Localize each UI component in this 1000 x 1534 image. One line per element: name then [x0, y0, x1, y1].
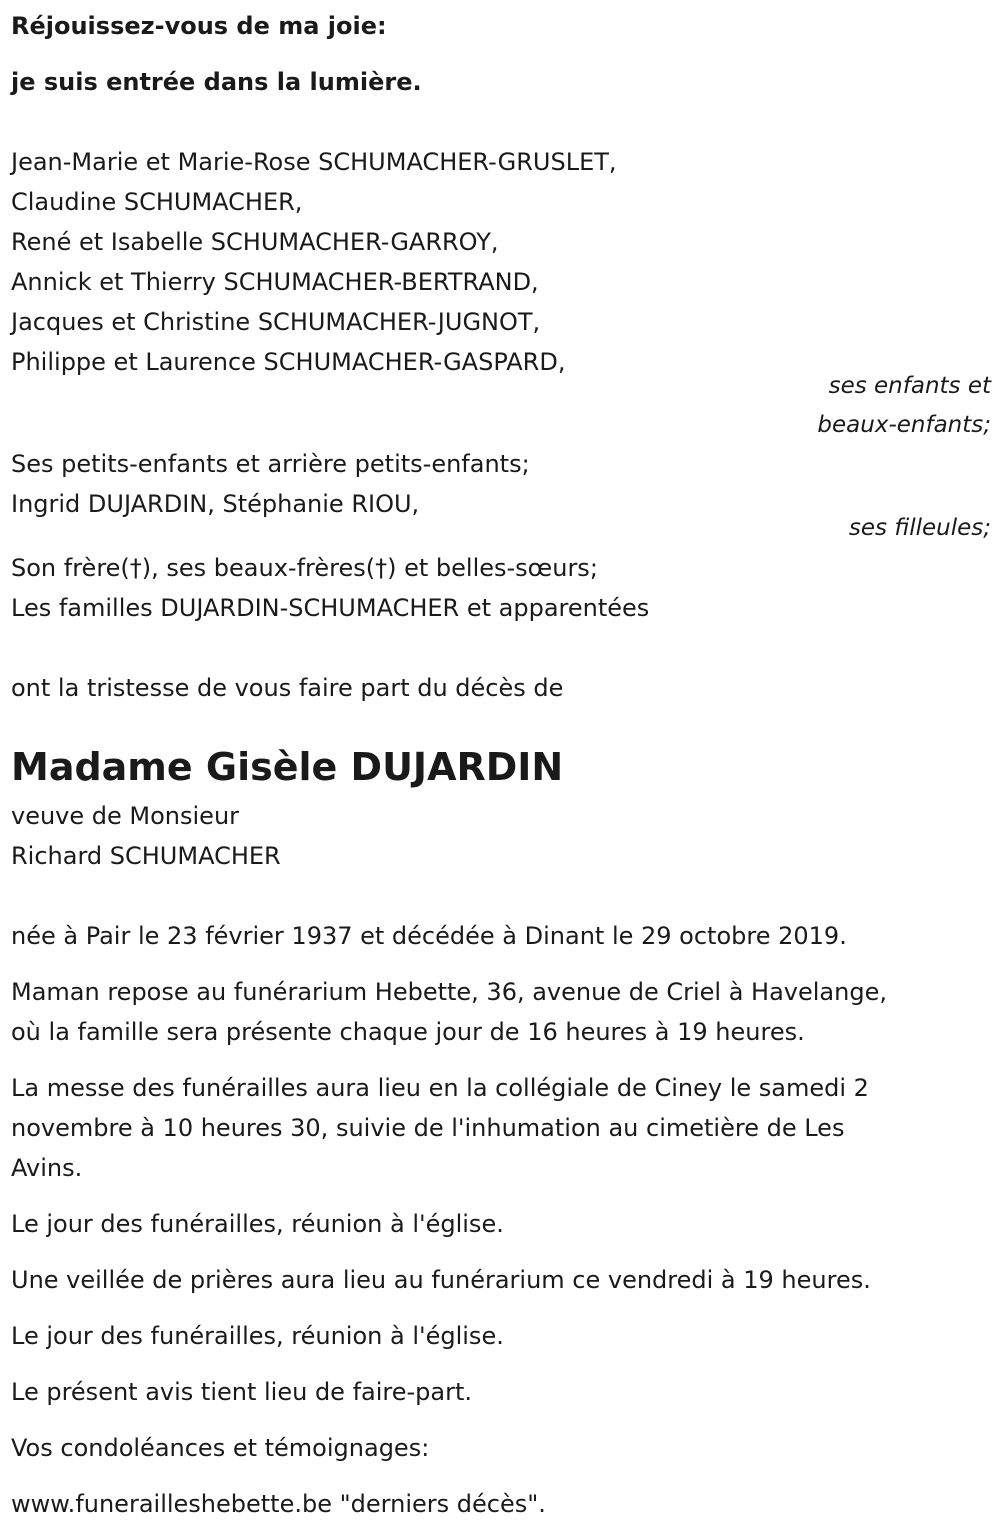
widow-line-1: veuve de Monsieur: [11, 802, 240, 830]
child-family-4: Annick et Thierry SCHUMACHER-BERTRAND,: [11, 268, 539, 296]
mass-line-2: novembre à 10 heures 30, suivie de l'inhumation au cimetière de Les: [11, 1114, 845, 1142]
siblings-line: Son frère(†), ses beaux-frères(†) et belles-sœurs;: [11, 554, 598, 582]
condolences-line: Vos condoléances et témoignages:: [11, 1434, 430, 1462]
goddaughters-line: Ingrid DUJARDIN, Stéphanie RIOU,: [11, 490, 420, 518]
birth-death-line: née à Pair le 23 février 1937 et décédée à Dinant le 29 octobre 2019.: [11, 922, 847, 950]
rest-line-2: où la famille sera présente chaque jour de 16 heures à 19 heures.: [11, 1018, 805, 1046]
meeting-line-2: Le jour des funérailles, réunion à l'église.: [11, 1322, 504, 1350]
intro-line-1: Réjouissez-vous de ma joie:: [11, 12, 387, 40]
vigil-line: Une veillée de prières aura lieu au funérarium ce vendredi à 19 heures.: [11, 1266, 871, 1294]
deceased-name: Madame Gisèle DUJARDIN: [11, 745, 564, 789]
child-family-3: René et Isabelle SCHUMACHER-GARROY,: [11, 228, 499, 256]
child-family-6: Philippe et Laurence SCHUMACHER-GASPARD,: [11, 348, 566, 376]
grandchildren-line: Ses petits-enfants et arrière petits-enfants;: [11, 450, 530, 478]
goddaughters-role: ses filleules;: [848, 515, 991, 541]
children-role-line-1: ses enfants et: [828, 373, 991, 399]
rest-line-1: Maman repose au funérarium Hebette, 36, avenue de Criel à Havelange,: [11, 978, 887, 1006]
mass-line-1: La messe des funérailles aura lieu en la collégiale de Ciney le samedi 2: [11, 1074, 869, 1102]
child-family-5: Jacques et Christine SCHUMACHER-JUGNOT,: [11, 308, 541, 336]
website-line: www.funerailleshebette.be "derniers décès".: [11, 1490, 546, 1518]
intro-line-2: je suis entrée dans la lumière.: [11, 68, 422, 96]
children-role-line-2: beaux-enfants;: [817, 412, 991, 438]
announcement-line: ont la tristesse de vous faire part du décès de: [11, 674, 564, 702]
notice-line: Le présent avis tient lieu de faire-part.: [11, 1378, 473, 1406]
child-family-1: Jean-Marie et Marie-Rose SCHUMACHER-GRUSLET,: [11, 148, 617, 176]
widow-line-2: Richard SCHUMACHER: [11, 842, 281, 870]
families-line: Les familles DUJARDIN-SCHUMACHER et apparentées: [11, 594, 650, 622]
child-family-2: Claudine SCHUMACHER,: [11, 188, 303, 216]
mass-line-3: Avins.: [11, 1154, 83, 1182]
meeting-line-1: Le jour des funérailles, réunion à l'église.: [11, 1210, 504, 1238]
